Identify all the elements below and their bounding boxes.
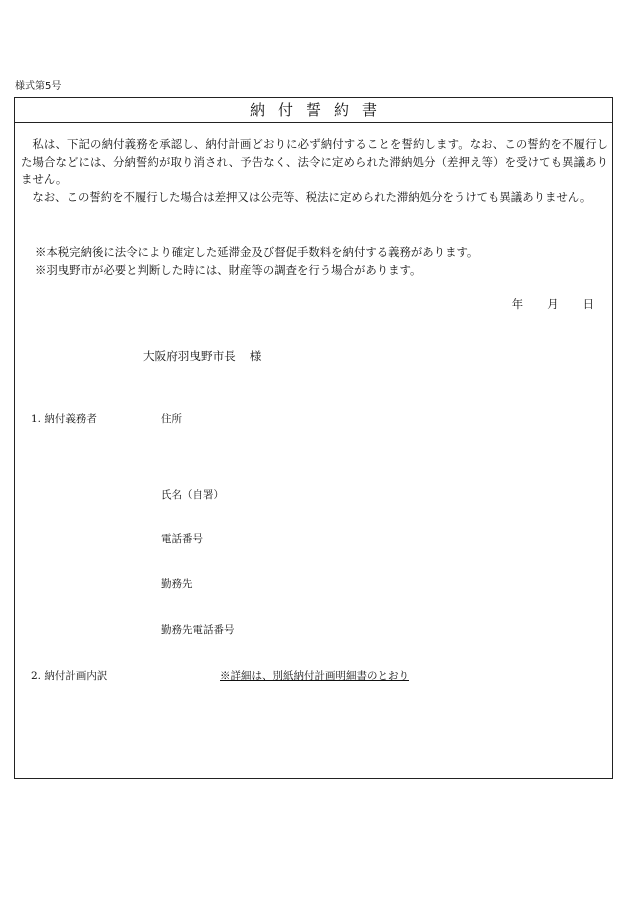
- note-item: ※羽曳野市が必要と判断した時には、財産等の調査を行う場合があります。: [35, 263, 422, 277]
- addressee-honorific: 様: [249, 349, 262, 363]
- document-title: 納付誓約書: [249, 101, 390, 119]
- form-number: 様式第5号: [15, 81, 62, 92]
- pledge-form: [14, 97, 613, 779]
- pledge-paragraph: なお、この誓約を不履行した場合は差押又は公売等、税法に定められた滞納処分をうけても異議ありません。: [32, 189, 592, 204]
- employer-phone-field-label: 勤務先電話番号: [161, 624, 235, 636]
- date-month-label: 月: [547, 297, 559, 311]
- name-field-label: 氏名（自署）: [161, 489, 224, 501]
- employer-field-label: 勤務先: [161, 578, 193, 590]
- section-1-label: 1. 納付義務者: [31, 413, 97, 425]
- notes: [35, 243, 478, 279]
- section-2-label: 2. 納付計画内訳: [31, 670, 108, 682]
- pledge-text: [21, 136, 608, 206]
- note-item: ※本税完納後に法令により確定した延滞金及び督促手数料を納付する義務があります。: [35, 245, 479, 259]
- address-field-label: 住所: [161, 413, 182, 425]
- phone-field-label: 電話番号: [161, 533, 203, 545]
- date-day-label: 日: [582, 297, 594, 311]
- title-bar: [15, 98, 612, 123]
- pledge-paragraph: 私は、下記の納付義務を承認し、納付計画どおりに必ず納付することを誓約します。なお、この誓約を不履行した場合などには、分納誓約が取り消され、予告なく、法令に定められた滞納処分（差押え等）を受けても異議ありません。: [21, 137, 608, 186]
- addressee: [143, 348, 261, 364]
- date-line: [512, 296, 594, 312]
- addressee-name: 大阪府羽曳野市長: [143, 349, 236, 363]
- date-year-label: 年: [511, 297, 524, 311]
- plan-detail-note: ※詳細は、別紙納付計画明細書のとおり: [220, 670, 409, 682]
